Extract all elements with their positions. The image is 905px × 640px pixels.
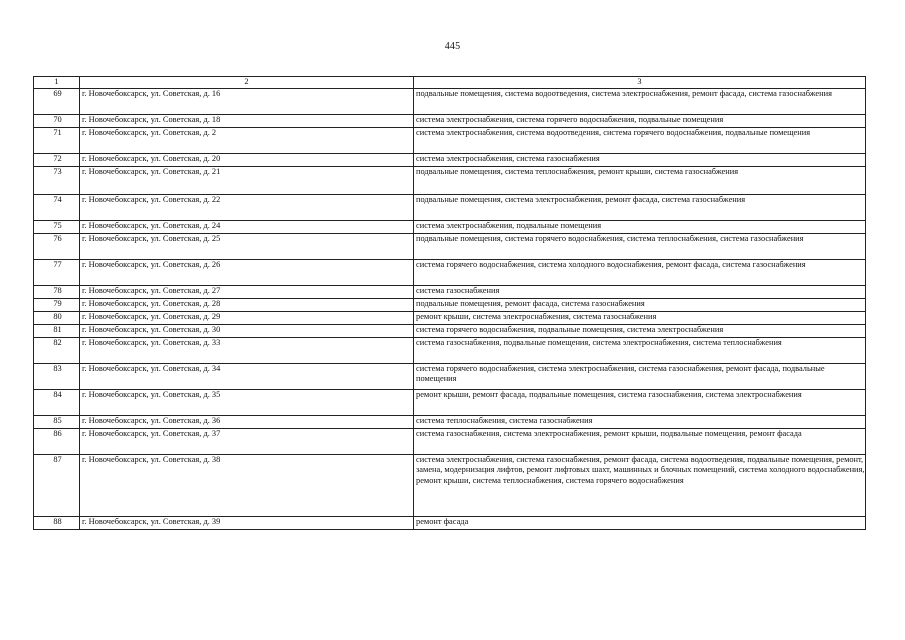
table-row bbox=[34, 415, 866, 428]
table-row bbox=[34, 324, 866, 337]
table-header bbox=[34, 77, 866, 89]
row-address: г. Новочебоксарск, ул. Советская, д. 36 bbox=[80, 415, 414, 428]
header-col-number: 1 bbox=[34, 77, 80, 89]
table-row bbox=[34, 259, 866, 285]
row-number: 82 bbox=[34, 337, 80, 363]
table-header-row bbox=[34, 77, 866, 89]
row-number: 81 bbox=[34, 324, 80, 337]
table-row bbox=[34, 233, 866, 259]
table-row bbox=[34, 428, 866, 454]
row-number: 70 bbox=[34, 114, 80, 127]
row-address: г. Новочебоксарск, ул. Советская, д. 22 bbox=[80, 194, 414, 220]
row-works: подвальные помещения, система горячего водоснабжения, система теплоснабжения, система газоснабжения bbox=[414, 233, 866, 259]
row-number: 71 bbox=[34, 127, 80, 153]
row-works: система горячего водоснабжения, система холодного водоснабжения, ремонт фасада, система газоснабжения bbox=[414, 259, 866, 285]
row-number: 77 bbox=[34, 259, 80, 285]
row-number: 73 bbox=[34, 166, 80, 194]
row-works: система теплоснабжения, система газоснабжения bbox=[414, 415, 866, 428]
table-row bbox=[34, 337, 866, 363]
table-row bbox=[34, 454, 866, 516]
row-address: г. Новочебоксарск, ул. Советская, д. 25 bbox=[80, 233, 414, 259]
row-number: 79 bbox=[34, 298, 80, 311]
table-row bbox=[34, 153, 866, 166]
row-works: система электроснабжения, подвальные помещения bbox=[414, 220, 866, 233]
row-number: 80 bbox=[34, 311, 80, 324]
row-works: ремонт крыши, система электроснабжения, система газоснабжения bbox=[414, 311, 866, 324]
row-address: г. Новочебоксарск, ул. Советская, д. 35 bbox=[80, 389, 414, 415]
row-works: система электроснабжения, система горячего водоснабжения, подвальные помещения bbox=[414, 114, 866, 127]
row-works: ремонт крыши, ремонт фасада, подвальные помещения, система газоснабжения, система электроснабжения bbox=[414, 389, 866, 415]
table-body bbox=[34, 88, 866, 529]
table-row bbox=[34, 220, 866, 233]
table-row bbox=[34, 298, 866, 311]
row-number: 78 bbox=[34, 285, 80, 298]
row-address: г. Новочебоксарск, ул. Советская, д. 37 bbox=[80, 428, 414, 454]
table-row bbox=[34, 194, 866, 220]
row-number: 85 bbox=[34, 415, 80, 428]
page-number: 445 bbox=[444, 41, 461, 52]
row-address: г. Новочебоксарск, ул. Советская, д. 30 bbox=[80, 324, 414, 337]
row-works: система электроснабжения, система водоотведения, система горячего водоснабжения, подвальные помещения bbox=[414, 127, 866, 153]
row-address: г. Новочебоксарск, ул. Советская, д. 20 bbox=[80, 153, 414, 166]
row-number: 75 bbox=[34, 220, 80, 233]
row-works: система электроснабжения, система газоснабжения, ремонт фасада, система водоотведения, подвальные помещения, ремонт, замена, модернизация лифтов, ремонт лифтовых шахт, машинных и блочных помещений, система холодного водоснабжения, ремонт крыши, система теплоснабжения, система горячего водоснабжения bbox=[414, 454, 866, 516]
row-address: г. Новочебоксарск, ул. Советская, д. 33 bbox=[80, 337, 414, 363]
row-number: 84 bbox=[34, 389, 80, 415]
table-row bbox=[34, 389, 866, 415]
table-row bbox=[34, 311, 866, 324]
row-number: 88 bbox=[34, 516, 80, 529]
row-address: г. Новочебоксарск, ул. Советская, д. 24 bbox=[80, 220, 414, 233]
row-works: система газоснабжения, система электроснабжения, ремонт крыши, подвальные помещения, ремонт фасада bbox=[414, 428, 866, 454]
table-row bbox=[34, 127, 866, 153]
row-number: 87 bbox=[34, 454, 80, 516]
row-address: г. Новочебоксарск, ул. Советская, д. 34 bbox=[80, 363, 414, 389]
row-works: ремонт фасада bbox=[414, 516, 866, 529]
row-address: г. Новочебоксарск, ул. Советская, д. 16 bbox=[80, 88, 414, 114]
row-works: система газоснабжения bbox=[414, 285, 866, 298]
housing-repair-table bbox=[33, 76, 866, 530]
table-row bbox=[34, 114, 866, 127]
table-row bbox=[34, 166, 866, 194]
row-address: г. Новочебоксарск, ул. Советская, д. 27 bbox=[80, 285, 414, 298]
table-row bbox=[34, 516, 866, 529]
row-works: подвальные помещения, система водоотведения, система электроснабжения, ремонт фасада, система газоснабжения bbox=[414, 88, 866, 114]
row-address: г. Новочебоксарск, ул. Советская, д. 28 bbox=[80, 298, 414, 311]
row-number: 72 bbox=[34, 153, 80, 166]
row-number: 83 bbox=[34, 363, 80, 389]
row-works: система газоснабжения, подвальные помещения, система электроснабжения, система теплоснабжения bbox=[414, 337, 866, 363]
row-works: подвальные помещения, система теплоснабжения, ремонт крыши, система газоснабжения bbox=[414, 166, 866, 194]
row-works: система горячего водоснабжения, подвальные помещения, система электроснабжения bbox=[414, 324, 866, 337]
row-number: 74 bbox=[34, 194, 80, 220]
row-number: 69 bbox=[34, 88, 80, 114]
row-address: г. Новочебоксарск, ул. Советская, д. 18 bbox=[80, 114, 414, 127]
row-address: г. Новочебоксарск, ул. Советская, д. 26 bbox=[80, 259, 414, 285]
header-col-works: 3 bbox=[414, 77, 866, 89]
row-works: подвальные помещения, ремонт фасада, система газоснабжения bbox=[414, 298, 866, 311]
table-row bbox=[34, 285, 866, 298]
row-works: система горячего водоснабжения, система электроснабжения, система газоснабжения, ремонт фасада, подвальные помещения bbox=[414, 363, 866, 389]
header-col-address: 2 bbox=[80, 77, 414, 89]
row-number: 76 bbox=[34, 233, 80, 259]
row-address: г. Новочебоксарск, ул. Советская, д. 38 bbox=[80, 454, 414, 516]
row-address: г. Новочебоксарск, ул. Советская, д. 2 bbox=[80, 127, 414, 153]
row-number: 86 bbox=[34, 428, 80, 454]
row-works: система электроснабжения, система газоснабжения bbox=[414, 153, 866, 166]
row-address: г. Новочебоксарск, ул. Советская, д. 39 bbox=[80, 516, 414, 529]
row-address: г. Новочебоксарск, ул. Советская, д. 21 bbox=[80, 166, 414, 194]
table-row bbox=[34, 88, 866, 114]
row-address: г. Новочебоксарск, ул. Советская, д. 29 bbox=[80, 311, 414, 324]
table-row bbox=[34, 363, 866, 389]
row-works: подвальные помещения, система электроснабжения, ремонт фасада, система газоснабжения bbox=[414, 194, 866, 220]
